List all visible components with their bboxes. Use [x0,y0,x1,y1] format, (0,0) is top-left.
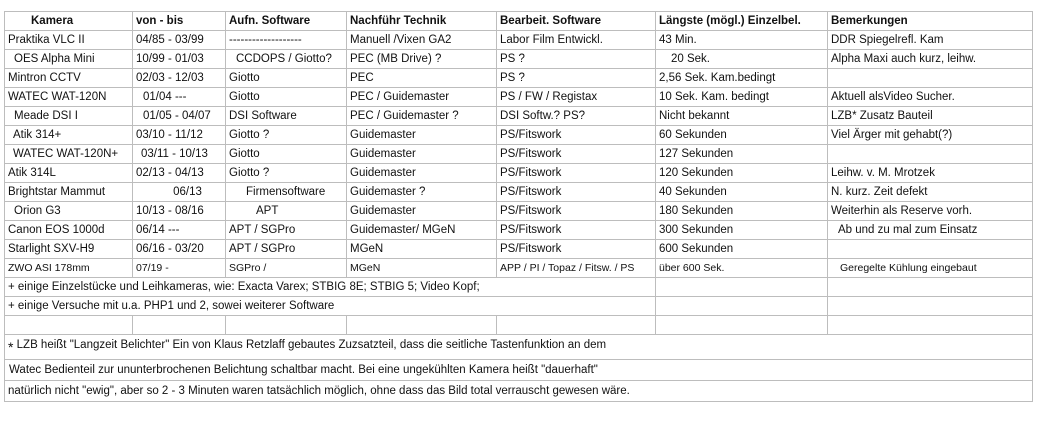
cell-laengste: über 600 Sek. [656,259,828,278]
cell-bearb: PS/Fitswork [497,221,656,240]
cell-nachfuehr: Guidemaster/ MGeN [347,221,497,240]
cell-aufn: Giotto [226,145,347,164]
header-bearbeit-software: Bearbeit. Software [497,12,656,31]
camera-table [4,11,1033,402]
note-row [5,297,1033,316]
cell-aufn: APT / SGPro [226,240,347,259]
cell-zeitraum: 01/04 --- [133,88,226,107]
cell-bemerk: DDR Spiegelrefl. Kam [828,31,1033,50]
cell-nachfuehr: Guidemaster [347,126,497,145]
cell-aufn: APT [226,202,347,221]
cell-zeitraum: 10/13 - 08/16 [133,202,226,221]
cell-zeitraum: 02/13 - 04/13 [133,164,226,183]
cell-laengste: 60 Sekunden [656,126,828,145]
cell-bearb: Labor Film Entwickl. [497,31,656,50]
footnote-text: natürlich nicht "ewig", aber so 2 - 3 Minuten waren tatsächlich möglich, ohne dass das Bild total verrauscht gewesen wäre. [5,381,1033,402]
header-nachfuehr-technik: Nachführ Technik [347,12,497,31]
empty-cell [828,297,1033,316]
cell-kamera: Praktika VLC II [5,31,133,50]
cell-laengste: 40 Sekunden [656,183,828,202]
empty-cell [347,316,497,335]
cell-aufn: Giotto [226,88,347,107]
cell-laengste: 300 Sekunden [656,221,828,240]
cell-kamera: ZWO ASI 178mm [5,259,133,278]
table-row [5,145,1033,164]
note-text: + einige Versuche mit u.a. PHP1 und 2, sowei weiterer Software [5,297,656,316]
cell-laengste: 180 Sekunden [656,202,828,221]
cell-aufn: Giotto ? [226,126,347,145]
empty-cell [5,316,133,335]
cell-kamera: Orion G3 [5,202,133,221]
empty-cell [656,316,828,335]
cell-bearb: PS ? [497,69,656,88]
empty-cell [226,316,347,335]
table-row [5,221,1033,240]
cell-nachfuehr: Guidemaster [347,145,497,164]
table-row [5,31,1033,50]
cell-bearb: PS/Fitswork [497,164,656,183]
footnote-asterisk: * [8,339,14,355]
cell-nachfuehr: PEC [347,69,497,88]
cell-aufn: Firmensoftware [226,183,347,202]
cell-zeitraum: 06/16 - 03/20 [133,240,226,259]
cell-aufn: SGPro / [226,259,347,278]
cell-kamera: Canon EOS 1000d [5,221,133,240]
header-kamera: Kamera [5,12,133,31]
header-zeitraum: von - bis [133,12,226,31]
cell-kamera: Atik 314+ [5,126,133,145]
cell-zeitraum: 03/10 - 11/12 [133,126,226,145]
cell-bemerk: Alpha Maxi auch kurz, leihw. [828,50,1033,69]
table-row [5,183,1033,202]
spacer-row [5,316,1033,335]
cell-bemerk: N. kurz. Zeit defekt [828,183,1033,202]
header-laengste-belichtung: Längste (mögl.) Einzelbel. [656,12,828,31]
table-row [5,164,1033,183]
footnote-row [5,335,1033,360]
footnote-line-1: LZB heißt "Langzeit Belichter" Ein von Klaus Retzlaff gebautes Zuzsatzteil, dass die seitliche Tastenfunktion an dem [13,339,607,351]
cell-bemerk: Ab und zu mal zum Einsatz [828,221,1033,240]
table-row [5,126,1033,145]
table-row [5,69,1033,88]
empty-cell [497,316,656,335]
cell-bearb: DSI Softw.? PS? [497,107,656,126]
cell-aufn: DSI Software [226,107,347,126]
note-text: + einige Einzelstücke und Leihkameras, wie: Exacta Varex; STBIG 8E; STBIG 5; Video Kopf; [5,278,656,297]
cell-kamera: Mintron CCTV [5,69,133,88]
cell-kamera: WATEC WAT-120N [5,88,133,107]
cell-bearb: PS ? [497,50,656,69]
note-row [5,278,1033,297]
cell-nachfuehr: MGeN [347,259,497,278]
table-row [5,107,1033,126]
cell-bearb: APP / PI / Topaz / Fitsw. / PS [497,259,656,278]
cell-laengste: 127 Sekunden [656,145,828,164]
cell-nachfuehr: PEC (MB Drive) ? [347,50,497,69]
cell-laengste: 2,56 Sek. Kam.bedingt [656,69,828,88]
cell-aufn: CCDOPS / Giotto? [226,50,347,69]
cell-bearb: PS/Fitswork [497,126,656,145]
cell-nachfuehr: Guidemaster [347,202,497,221]
cell-zeitraum: 10/99 - 01/03 [133,50,226,69]
cell-zeitraum: 06/14 --- [133,221,226,240]
cell-bemerk [828,69,1033,88]
empty-cell [828,316,1033,335]
cell-bearb: PS/Fitswork [497,183,656,202]
cell-bearb: PS/Fitswork [497,145,656,164]
cell-bemerk: LZB* Zusatz Bauteil [828,107,1033,126]
cell-laengste: 20 Sek. [656,50,828,69]
cell-laengste: 600 Sekunden [656,240,828,259]
cell-bemerk: Viel Ärger mit gehabt(?) [828,126,1033,145]
cell-bemerk [828,240,1033,259]
cell-kamera: Brightstar Mammut [5,183,133,202]
cell-bemerk: Leihw. v. M. Mrotzek [828,164,1033,183]
header-row [5,12,1033,31]
cell-bemerk: Geregelte Kühlung eingebaut [828,259,1033,278]
cell-bearb: PS / FW / Registax [497,88,656,107]
footnote-text: Watec Bedienteil zur ununterbrochenen Belichtung schaltbar macht. Bei eine ungekühlten Kamera heißt "dauerhaft" [5,360,1033,381]
empty-cell [656,297,828,316]
header-bemerkungen: Bemerkungen [828,12,1033,31]
cell-zeitraum: 03/11 - 10/13 [133,145,226,164]
cell-aufn: Giotto [226,69,347,88]
cell-nachfuehr: PEC / Guidemaster [347,88,497,107]
cell-aufn: ------------------- [226,31,347,50]
cell-nachfuehr: Guidemaster [347,164,497,183]
cell-nachfuehr: Manuell /Vixen GA2 [347,31,497,50]
cell-zeitraum: 02/03 - 12/03 [133,69,226,88]
table-row [5,259,1033,278]
cell-nachfuehr: Guidemaster ? [347,183,497,202]
footnote-text [5,335,1033,360]
empty-cell [656,278,828,297]
empty-cell [828,278,1033,297]
cell-zeitraum: 06/13 [133,183,226,202]
cell-bemerk [828,145,1033,164]
footnote-row [5,360,1033,381]
cell-aufn: APT / SGPro [226,221,347,240]
cell-aufn: Giotto ? [226,164,347,183]
cell-laengste: 120 Sekunden [656,164,828,183]
footnote-row [5,381,1033,402]
table-row [5,202,1033,221]
cell-bearb: PS/Fitswork [497,240,656,259]
cell-kamera: OES Alpha Mini [5,50,133,69]
cell-kamera: Starlight SXV-H9 [5,240,133,259]
table-row [5,88,1033,107]
header-aufn-software: Aufn. Software [226,12,347,31]
table-row [5,50,1033,69]
cell-nachfuehr: PEC / Guidemaster ? [347,107,497,126]
cell-kamera: WATEC WAT-120N+ [5,145,133,164]
cell-bearb: PS/Fitswork [497,202,656,221]
cell-bemerk: Aktuell alsVideo Sucher. [828,88,1033,107]
cell-laengste: 10 Sek. Kam. bedingt [656,88,828,107]
cell-nachfuehr: MGeN [347,240,497,259]
empty-cell [133,316,226,335]
table-row [5,240,1033,259]
cell-zeitraum: 07/19 - [133,259,226,278]
cell-laengste: 43 Min. [656,31,828,50]
cell-zeitraum: 01/05 - 04/07 [133,107,226,126]
cell-bemerk: Weiterhin als Reserve vorh. [828,202,1033,221]
cell-zeitraum: 04/85 - 03/99 [133,31,226,50]
cell-kamera: Meade DSI I [5,107,133,126]
cell-laengste: Nicht bekannt [656,107,828,126]
cell-kamera: Atik 314L [5,164,133,183]
